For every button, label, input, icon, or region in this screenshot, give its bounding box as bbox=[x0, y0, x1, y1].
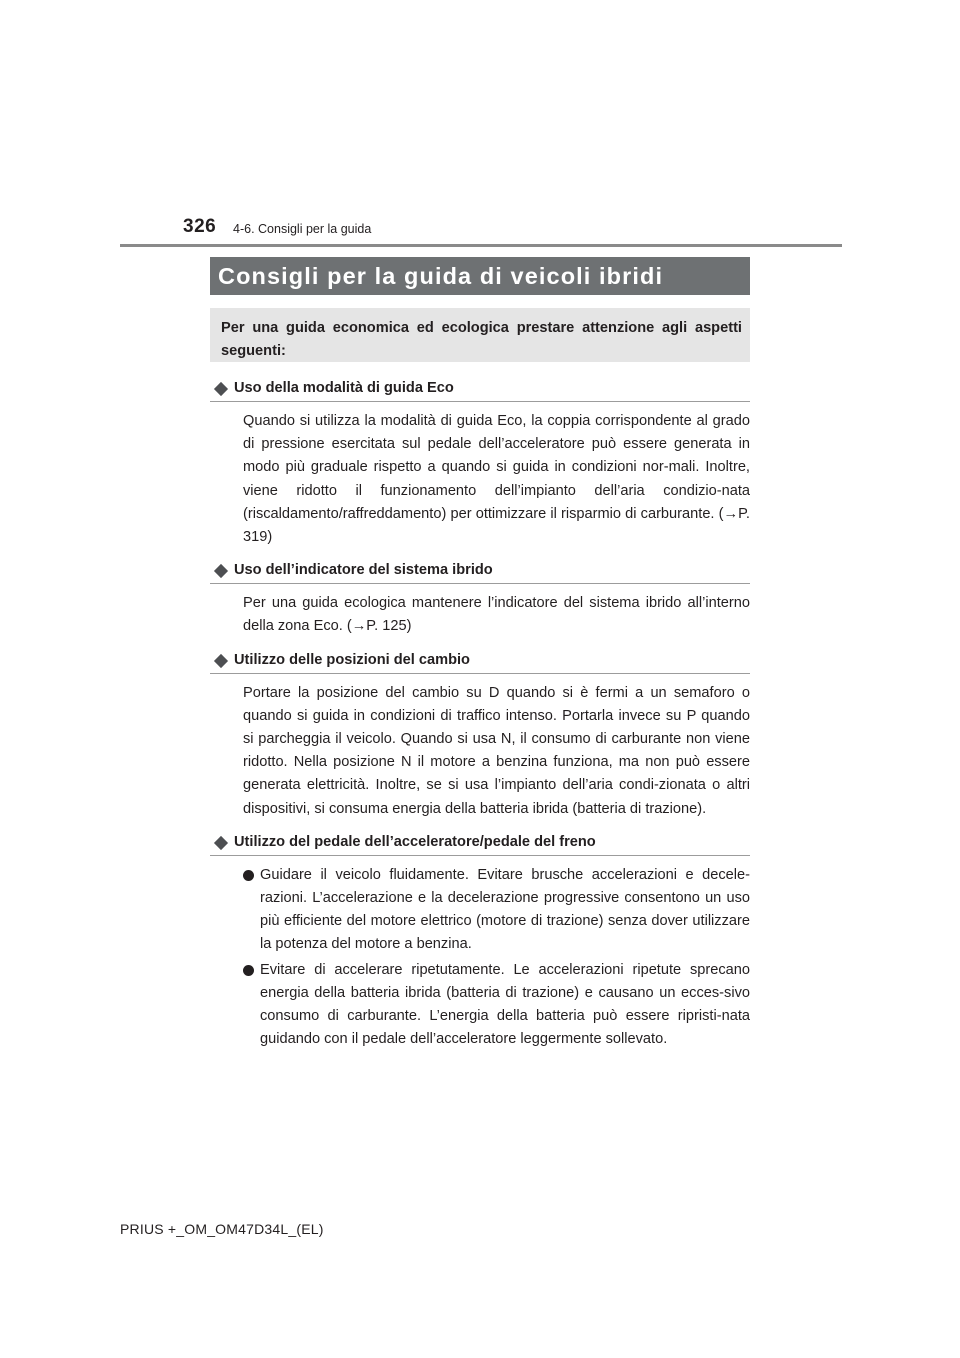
header-divider bbox=[120, 244, 842, 247]
section-paragraph: Quando si utilizza la modalità di guida Eco, la coppia corrispondente al grado di pressione esercitata sul pedale dell’acceleratore può essere generata in modo più graduale rispetto a quando si guida in condizioni nor-mali. Inoltre, viene ridotto il funzionamento dell’impianto dell’aria condizio-nata (riscaldamento/raffreddamento) per ottimizzare il risparmio di carburante. (→P. 319) bbox=[243, 413, 750, 546]
section-heading-text: Utilizzo delle posizioni del cambio bbox=[234, 651, 470, 668]
section-heading-eco-mode bbox=[210, 376, 750, 402]
section-paragraph: Per una guida ecologica mantenere l’indicatore del sistema ibrido all’interno della zona Eco. (→P. 125) bbox=[243, 595, 750, 635]
intro-box: Per una guida economica ed ecologica prestare attenzione agli aspetti seguenti: bbox=[210, 308, 750, 362]
list-item-text: Guidare il veicolo fluidamente. Evitare brusche accelerazioni e decele-razioni. L’accelerazione e la decelerazione progressive consentono un uso più efficiente del motore elettrico (motore di trazione) senza dover utilizzare la potenza del motore a benzina. bbox=[260, 866, 750, 953]
list-item bbox=[260, 864, 750, 957]
section-heading-text: Uso della modalità di guida Eco bbox=[234, 380, 454, 396]
section-label: 4-6. Consigli per la guida bbox=[233, 222, 372, 236]
section-heading-text: Uso dell’indicatore del sistema ibrido bbox=[234, 562, 493, 579]
page-title: Consigli per la guida di veicoli ibridi bbox=[210, 257, 750, 295]
section-heading-shift-positions bbox=[210, 648, 750, 674]
section-paragraph: Portare la posizione del cambio su D quando si è fermi a un semaforo o quando si guida in condizioni di traffico intenso. Portarla invece su P quando si parcheggia il veicolo. Quando si usa N, il consumo di carburante non viene ridotto. Nella posizione N il motore a benzina funziona, ma non può essere generata elettricità. Inoltre, se si usa l’impianto dell’aria condi-zionata o altri dispositivi, si consuma energia della batteria ibrida (batteria di trazione). bbox=[243, 684, 750, 817]
diamond-bullet-icon bbox=[214, 382, 228, 396]
content bbox=[210, 376, 750, 1053]
page-number: 326 bbox=[183, 216, 217, 237]
section-heading-text: Utilizzo del pedale dell’acceleratore/pedale del freno bbox=[234, 833, 596, 850]
round-bullet-icon bbox=[243, 965, 254, 976]
section-heading-pedals bbox=[210, 830, 750, 856]
diamond-bullet-icon bbox=[214, 564, 228, 578]
list-item bbox=[260, 959, 750, 1052]
diamond-bullet-icon bbox=[214, 654, 228, 668]
document-code: PRIUS +_OM_OM47D34L_(EL) bbox=[120, 1221, 324, 1237]
round-bullet-icon bbox=[243, 870, 254, 881]
diamond-bullet-icon bbox=[214, 836, 228, 850]
section-heading-hybrid-indicator bbox=[210, 558, 750, 584]
list-item-text: Evitare di accelerare ripetutamente. Le accelerazioni ripetute sprecano energia della batteria ibrida (batteria di trazione) e causano un ecces-sivo consumo di carburante. L’energia della batteria può essere ripristi-nata guidando con il pedale dell’acceleratore leggermente sollevato. bbox=[260, 961, 750, 1048]
